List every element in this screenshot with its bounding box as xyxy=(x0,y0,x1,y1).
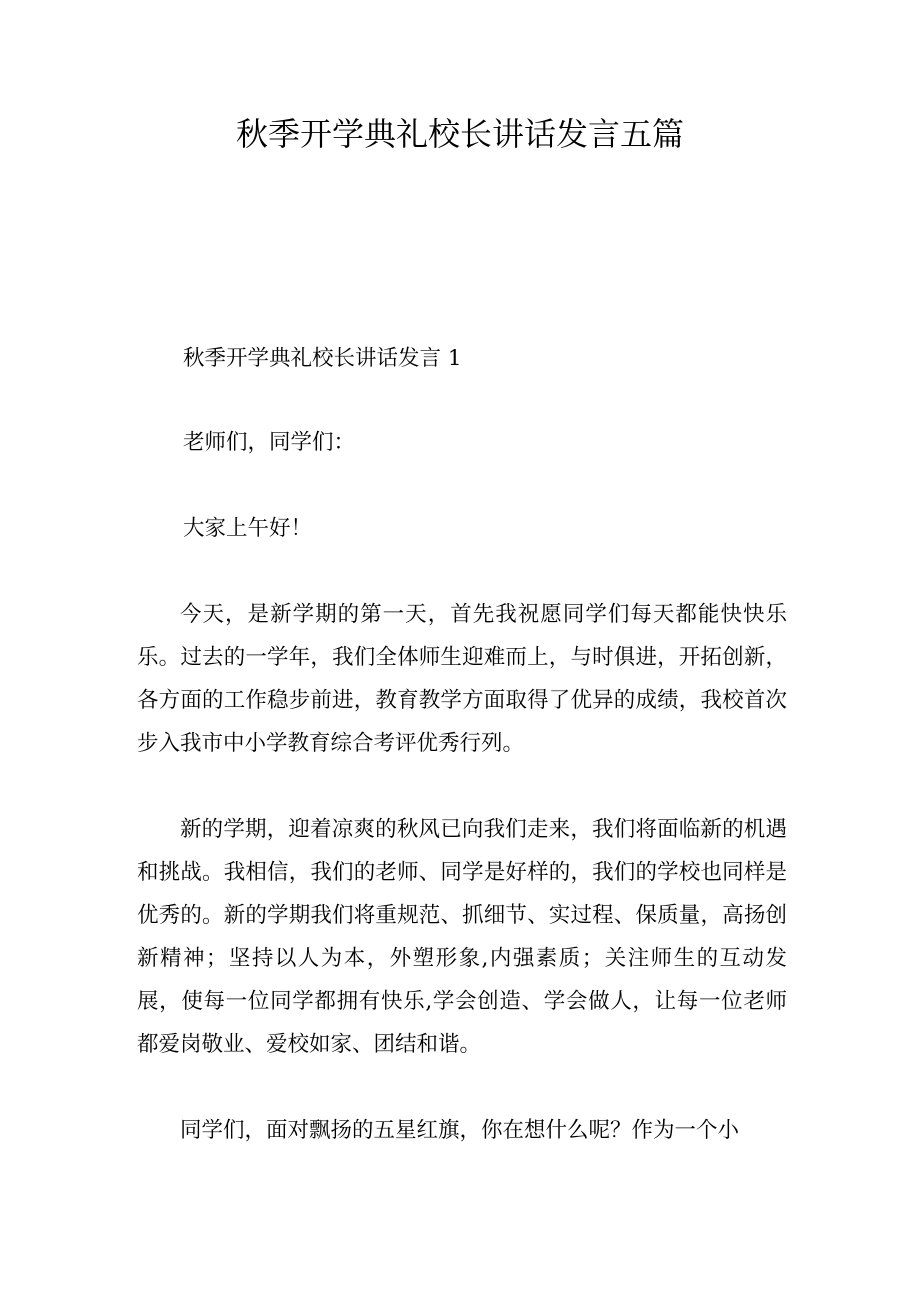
paragraph: 新的学期，迎着凉爽的秋风已向我们走来，我们将面临新的机遇和挑战。我相信，我们的老师、同学是好样的，我们的学校也同样是优秀的。新的学期我们将重规范、抓细节、实过程、保质量，高扬创新精神；坚持以人为本，外塑形象,内强素质；关注师生的互动发展，使每一位同学都拥有快乐,学会创造、学会做人，让每一位老师都爱岗敬业、爱校如家、团结和谐。 xyxy=(137,817,787,1057)
paragraph: 同学们，面对飘扬的五星红旗，你在想什么呢？作为一个小 xyxy=(180,1118,740,1143)
paragraph: 今天，是新学期的第一天，首先我祝愿同学们每天都能快快乐乐。过去的一学年，我们全体师生迎难而上，与时俱进，开拓创新，各方面的工作稳步前进，教育教学方面取得了优异的成绩，我校首次步入我市中小学教育综合考评优秀行列。 xyxy=(137,602,787,756)
section-heading: 秋季开学典礼校长讲话发言 1 xyxy=(183,346,462,371)
document-title: 秋季开学典礼校长讲话发言五篇 xyxy=(235,115,684,153)
greeting-line: 大家上午好！ xyxy=(183,516,313,541)
salutation: 老师们，同学们： xyxy=(183,430,356,455)
